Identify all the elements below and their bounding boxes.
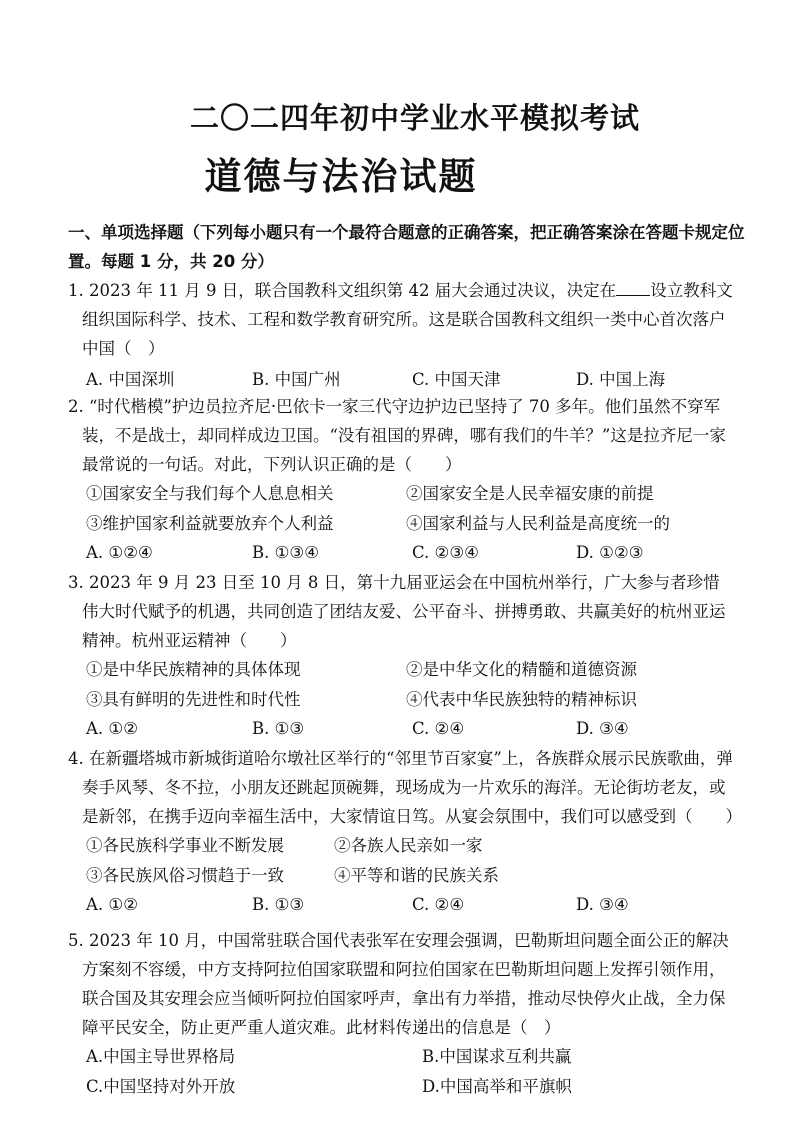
- option-d: D. ③④: [576, 895, 629, 914]
- statement-1: ①国家安全与我们每个人息息相关: [86, 484, 334, 503]
- statement-2: ②国家安全是人民幸福安康的前提: [406, 484, 654, 503]
- question-3: [68, 568, 736, 744]
- question-5: [68, 926, 736, 1101]
- option-b: B. ①③: [252, 895, 305, 914]
- question-stem: 4. 在新疆塔城市新城街道哈尔墩社区举行的“邻里节百家宴”上，各族群众展示民族歌曲，弹奏手风琴、冬不拉，小朋友还跳起顶碗舞，现场成为一片欢乐的海洋。无论街坊老友，或是新邻，在携手迈向幸福生活中，大家情谊日笃。从宴会氛围中，我们可以感受到（ ）: [68, 749, 742, 826]
- answer-blank: [616, 279, 650, 296]
- option-c: C. ②④: [412, 895, 465, 914]
- statement-2: ②是中华文化的精髓和道德资源: [406, 660, 637, 679]
- option-row: [68, 365, 736, 395]
- statement-3: ③具有鲜明的先进性和时代性: [86, 689, 301, 709]
- statement-2: ②各族人民亲如一家: [334, 836, 483, 855]
- subject-title: 道德与法治试题: [204, 155, 478, 198]
- option-b: B. ①③: [252, 719, 305, 738]
- stem-part: 设立教科文组织国际科学、技术、工程和数学教育研究所。这是联合国教科文组织一类中心首次落户中国（ ）: [82, 281, 733, 358]
- option-a: A. ①②: [86, 719, 138, 738]
- statement-4: ④国家利益与人民利益是高度统一的: [406, 513, 670, 533]
- statement-row: [68, 831, 736, 861]
- option-b: B. ①③④: [252, 543, 319, 562]
- option-row: [68, 1042, 736, 1072]
- option-row: [68, 538, 736, 568]
- statement-row: [68, 655, 736, 685]
- question-2: [68, 392, 736, 568]
- question-stem: 5. 2023 年 10 月，中国常驻联合国代表张军在安理会强调，巴勒斯坦问题全面公正的解决方案刻不容缓，中方支持阿拉伯国家联盟和阿拉伯国家在巴勒斯坦问题上发挥引领作用，联合国及其安理会应当倾听阿拉伯国家呼声，拿出有力举措，推动尽快停火止战，全力保障平民安全，防止更严重人道灾难。此材料传递出的信息是（ ）: [68, 931, 729, 1037]
- statement-3: ③维护国家利益就要放弃个人利益: [86, 513, 334, 533]
- option-a: A.中国主导世界格局: [86, 1047, 236, 1066]
- option-b: B. 中国广州: [252, 370, 341, 389]
- section-heading: 一、单项选择题（下列每小题只有一个最符合题意的正确答案，把正确答案涂在答题卡规定位置。每题 1 分，共 20 分）: [68, 223, 745, 271]
- statement-4: ④代表中华民族独特的精神标识: [406, 689, 637, 709]
- option-d: D. ③④: [576, 719, 629, 738]
- statement-row: [68, 479, 736, 509]
- statement-row: [68, 509, 736, 539]
- option-d: D.中国高举和平旗帜: [422, 1076, 572, 1096]
- stem-part: 1. 2023 年 11 月 9 日，联合国教科文组织第 42 届大会通过决议，决定在: [68, 281, 617, 300]
- option-a: A. ①②④: [86, 543, 153, 562]
- option-d: D. ①②③: [576, 543, 644, 562]
- question-stem: [68, 276, 736, 363]
- statement-4: ④平等和谐的民族关系: [334, 865, 499, 885]
- statement-row: [68, 685, 736, 715]
- option-c: C. ②④: [412, 719, 465, 738]
- option-row: [68, 1072, 736, 1102]
- exam-title: 二〇二四年初中学业水平模拟考试: [189, 101, 640, 135]
- option-a: A. ①②: [86, 895, 138, 914]
- question-stem: 2. “时代楷模”护边员拉齐尼·巴依卡一家三代守边护边已坚持了 70 多年。他们虽然不穿军装，不是战士，却同样成边卫国。“没有祖国的界碑，哪有我们的牛羊？”这是拉齐尼一家最常说的一句话。对此，下列认识正确的是（ ）: [68, 397, 726, 474]
- statement-1: ①是中华民族精神的具体体现: [86, 660, 301, 679]
- question-4: [68, 744, 742, 920]
- option-b: B.中国谋求互利共赢: [422, 1047, 572, 1066]
- option-c: C.中国坚持对外开放: [86, 1076, 236, 1096]
- statement-1: ①各民族科学事业不断发展: [86, 836, 284, 855]
- option-c: C. ②③④: [412, 543, 479, 562]
- option-a: A. 中国深圳: [86, 370, 175, 389]
- statement-row: [68, 861, 736, 891]
- option-row: [68, 714, 736, 744]
- question-1: [68, 276, 736, 395]
- option-c: C. 中国天津: [412, 370, 501, 389]
- question-stem: 3. 2023 年 9 月 23 日至 10 月 8 日，第十九届亚运会在中国杭州举行，广大参与者珍惜伟大时代赋予的机遇，共同创造了团结友爱、公平奋斗、拼搏勇敢、共赢美好的杭州亚运精神。杭州亚运精神（ ）: [68, 573, 726, 650]
- option-row: [68, 890, 736, 920]
- statement-3: ③各民族风俗习惯趋于一致: [86, 865, 284, 885]
- option-d: D. 中国上海: [576, 370, 666, 389]
